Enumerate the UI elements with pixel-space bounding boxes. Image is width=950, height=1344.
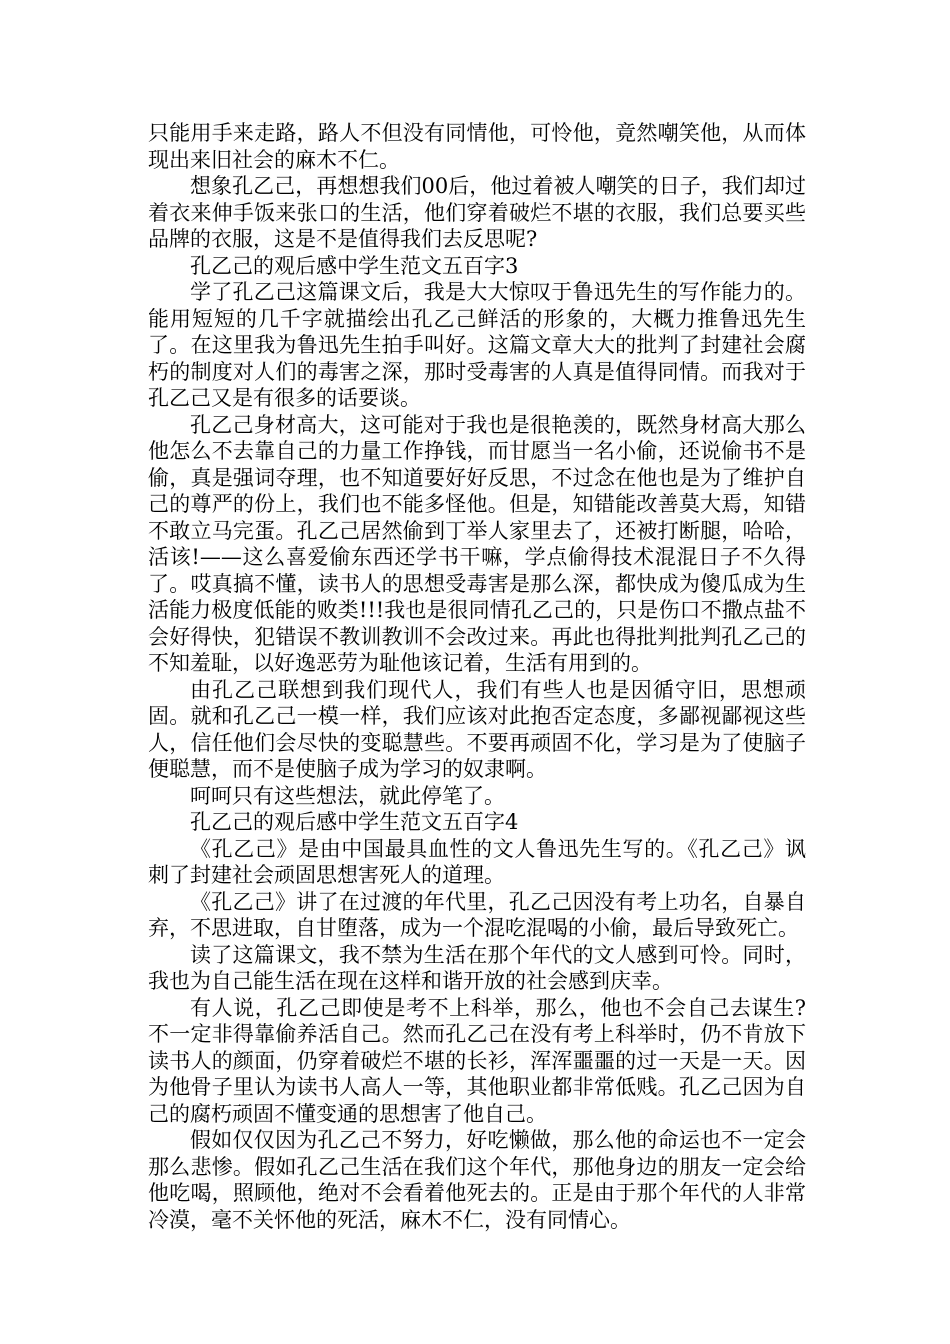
paragraph: 孔乙己身材高大，这可能对于我也是很艳羡的，既然身材高大那么他怎么不去靠自己的力量工作挣钱，而甘愿当一名小偷，还说偷书不是偷，真是强词夺理，也不知道要好好反思，不过念在他也是为了维护自己的尊严的份上，我们也不能多怪他。但是，知错能改善莫大焉，知错不敢立马完蛋。孔乙己居然偷到丁举人家里去了，还被打断腿，哈哈，活该!——这么喜爱偷东西还学书干嘛，学点偷得技术混混日子不久得了。哎真搞不懂，读书人的思想受毒害是那么深，都快成为傻瓜成为生活能力极度低能的败类!!!我也是很同情孔乙己的，只是伤口不撒点盐不会好得快，犯错误不教训教训不会改过来。再此也得批判批判孔乙己的不知羞耻，以好逸恶劳为耻他该记着，生活有用到的。: [148, 412, 806, 675]
paragraph: 读了这篇课文，我不禁为生活在那个年代的文人感到可怜。同时，我也为自己能生活在现在这样和谐开放的社会感到庆幸。: [148, 942, 806, 993]
document-page: [148, 120, 806, 1233]
section-heading: 孔乙己的观后感中学生范文五百字4: [190, 810, 519, 834]
paragraph: 有人说，孔乙己即使是考不上科举，那么，他也不会自己去谋生?不一定非得靠偷养活自己。然而孔乙己在没有考上科举时，仍不肯放下读书人的颜面，仍穿着破烂不堪的长衫，浑浑噩噩的过一天是一天。因为他骨子里认为读书人高人一等，其他职业都非常低贱。孔乙己因为自己的腐朽顽固不懂变通的思想害了他自己。: [148, 995, 806, 1126]
paragraph: 呵呵只有这些想法，就此停笔了。: [190, 783, 505, 808]
paragraph: 只能用手来走路，路人不但没有同情他，可怜他，竟然嘲笑他，从而体现出来旧社会的麻木不仁。: [148, 121, 806, 172]
paragraph: 由孔乙己联想到我们现代人，我们有些人也是因循守旧，思想顽固。就和孔乙己一模一样，我们应该对此抱否定态度，多鄙视鄙视这些人，信任他们会尽快的变聪慧些。不要再顽固不化，学习是为了使脑子便聪慧，而不是使脑子成为学习的奴隶啊。: [148, 677, 806, 781]
paragraph: 想象孔乙己，再想想我们00后，他过着被人嘲笑的日子，我们却过着衣来伸手饭来张口的生活，他们穿着破烂不堪的衣服，我们总要买些品牌的衣服，这是不是值得我们去反思呢?: [148, 174, 806, 251]
paragraph: 假如仅仅因为孔乙己不努力，好吃懒做，那么他的命运也不一定会那么悲惨。假如孔乙己生活在我们这个年代，那他身边的朋友一定会给他吃喝，照顾他，绝对不会看着他死去的。正是由于那个年代的人非常冷漠，毫不关怀他的死活，麻木不仁，没有同情心。: [148, 1128, 806, 1232]
section-heading: 孔乙己的观后感中学生范文五百字3: [190, 253, 519, 278]
paragraph: 《孔乙己》讲了在过渡的年代里，孔乙己因没有考上功名，自暴自弃，不思进取，自甘堕落，成为一个混吃混喝的小偷，最后导致死亡。: [148, 889, 806, 940]
paragraph: 《孔乙己》是由中国最具血性的文人鲁迅先生写的。《孔乙己》讽刺了封建社会顽固思想害死人的道理。: [148, 836, 806, 887]
paragraph: 学了孔乙己这篇课文后，我是大大惊叹于鲁迅先生的写作能力的。能用短短的几千字就描绘出孔乙己鲜活的形象的，大概力推鲁迅先生了。在这里我为鲁迅先生拍手叫好。这篇文章大大的批判了封建社会腐朽的制度对人们的毒害之深，那时受毒害的人真是值得同情。而我对于孔乙己又是有很多的话要谈。: [148, 280, 806, 410]
